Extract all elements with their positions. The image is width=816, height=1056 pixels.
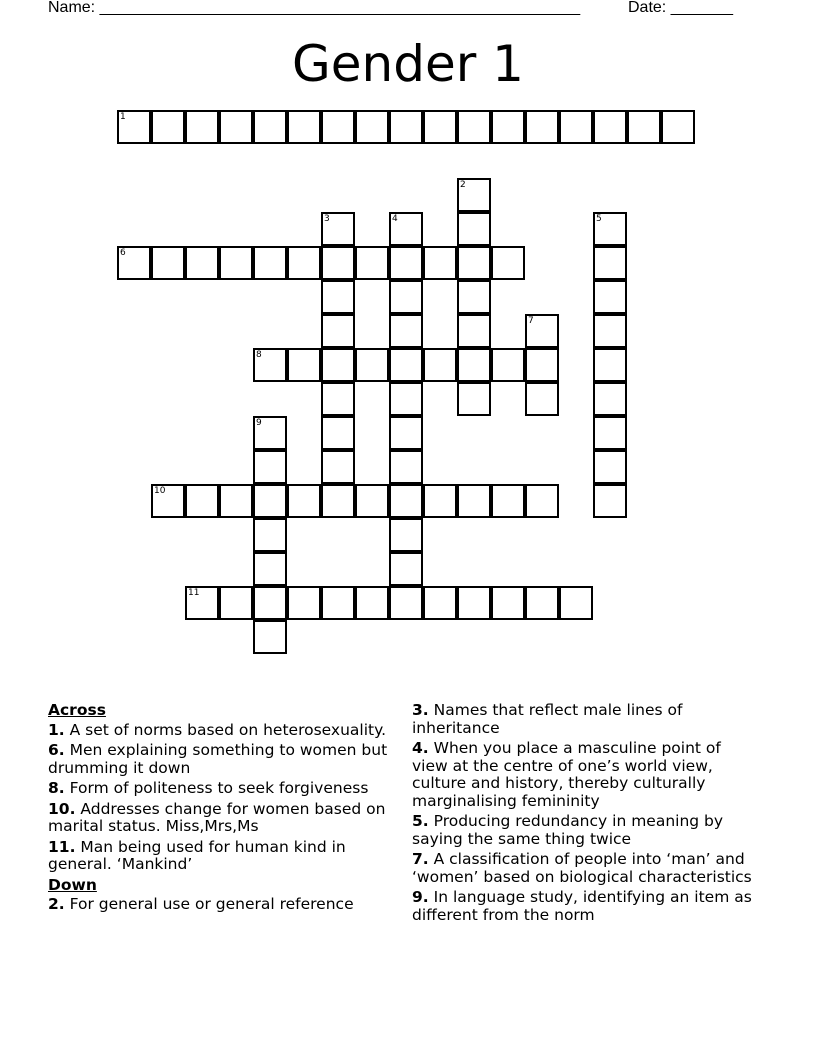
clue-down-7: 7. A classification of people into ‘man’ and ‘women’ based on biological characteristics bbox=[412, 850, 752, 886]
grid-cell[interactable] bbox=[457, 212, 491, 246]
clue-number-label: 9 bbox=[256, 418, 262, 428]
clue-number-label: 4 bbox=[392, 214, 398, 224]
grid-cell[interactable] bbox=[593, 110, 627, 144]
grid-cell[interactable] bbox=[253, 348, 287, 382]
grid-cell[interactable] bbox=[117, 246, 151, 280]
grid-cell[interactable] bbox=[321, 450, 355, 484]
grid-cell[interactable] bbox=[389, 110, 423, 144]
grid-cell[interactable] bbox=[423, 110, 457, 144]
clues-column-right bbox=[412, 702, 757, 927]
grid-cell[interactable] bbox=[389, 518, 423, 552]
grid-cell[interactable] bbox=[593, 382, 627, 416]
grid-cell[interactable] bbox=[593, 212, 627, 246]
grid-cell[interactable] bbox=[185, 586, 219, 620]
clue-down-2: 2. For general use or general reference bbox=[48, 895, 354, 913]
clue-number-label: 8 bbox=[256, 350, 262, 360]
grid-cell[interactable] bbox=[491, 348, 525, 382]
grid-cell[interactable] bbox=[389, 382, 423, 416]
clue-number-label: 1 bbox=[120, 112, 126, 122]
grid-cell[interactable] bbox=[525, 484, 559, 518]
grid-cell[interactable] bbox=[525, 348, 559, 382]
grid-cell[interactable] bbox=[321, 110, 355, 144]
grid-cell[interactable] bbox=[389, 416, 423, 450]
grid-cell[interactable] bbox=[253, 110, 287, 144]
grid-cell[interactable] bbox=[253, 450, 287, 484]
grid-cell[interactable] bbox=[253, 586, 287, 620]
clue-across-6: 6. Men explaining something to women but drumming it down bbox=[48, 741, 388, 777]
grid-cell[interactable] bbox=[287, 586, 321, 620]
clues-column-left bbox=[48, 702, 400, 917]
grid-cell[interactable] bbox=[661, 110, 695, 144]
grid-cell[interactable] bbox=[593, 314, 627, 348]
clue-number-label: 7 bbox=[528, 316, 534, 326]
grid-cell[interactable] bbox=[593, 348, 627, 382]
grid-cell[interactable] bbox=[185, 110, 219, 144]
grid-cell[interactable] bbox=[593, 416, 627, 450]
clue-down-4: 4. When you place a masculine point of view at the centre of one’s world view, culture and history, thereby culturally marginalising femininity bbox=[412, 739, 721, 810]
grid-cell[interactable] bbox=[355, 586, 389, 620]
grid-cell[interactable] bbox=[457, 314, 491, 348]
grid-cell[interactable] bbox=[593, 280, 627, 314]
clue-number-label: 3 bbox=[324, 214, 330, 224]
grid-cell[interactable] bbox=[559, 110, 593, 144]
grid-cell[interactable] bbox=[525, 586, 559, 620]
grid-cell[interactable] bbox=[491, 110, 525, 144]
clue-number-label: 6 bbox=[120, 248, 126, 258]
grid-cell[interactable] bbox=[389, 280, 423, 314]
grid-cell[interactable] bbox=[321, 484, 355, 518]
grid-cell[interactable] bbox=[525, 110, 559, 144]
grid-cell[interactable] bbox=[253, 518, 287, 552]
clue-across-8: 8. Form of politeness to seek forgiveness bbox=[48, 779, 369, 797]
grid-cell[interactable] bbox=[423, 586, 457, 620]
date-field-label: Date: _______ bbox=[628, 0, 733, 16]
grid-cell[interactable] bbox=[219, 110, 253, 144]
grid-cell[interactable] bbox=[389, 348, 423, 382]
grid-cell[interactable] bbox=[389, 314, 423, 348]
grid-cell[interactable] bbox=[525, 382, 559, 416]
grid-cell[interactable] bbox=[321, 382, 355, 416]
grid-cell[interactable] bbox=[287, 110, 321, 144]
grid-cell[interactable] bbox=[321, 212, 355, 246]
grid-cell[interactable] bbox=[457, 110, 491, 144]
grid-cell[interactable] bbox=[389, 552, 423, 586]
grid-cell[interactable] bbox=[185, 484, 219, 518]
page-title: Gender 1 bbox=[292, 35, 524, 93]
grid-cell[interactable] bbox=[457, 280, 491, 314]
grid-cell[interactable] bbox=[423, 246, 457, 280]
grid-cell[interactable] bbox=[287, 246, 321, 280]
grid-cell[interactable] bbox=[457, 586, 491, 620]
grid-cell[interactable] bbox=[491, 484, 525, 518]
clue-down-3: 3. Names that reflect male lines of inheritance bbox=[412, 701, 683, 737]
grid-cell[interactable] bbox=[253, 246, 287, 280]
grid-cell[interactable] bbox=[457, 178, 491, 212]
grid-cell[interactable] bbox=[321, 314, 355, 348]
grid-cell[interactable] bbox=[185, 246, 219, 280]
grid-cell[interactable] bbox=[457, 246, 491, 280]
grid-cell[interactable] bbox=[253, 416, 287, 450]
grid-cell[interactable] bbox=[627, 110, 661, 144]
grid-cell[interactable] bbox=[491, 246, 525, 280]
grid-cell[interactable] bbox=[321, 348, 355, 382]
name-field-label: Name: ______________________________________________________ bbox=[48, 0, 581, 16]
grid-cell[interactable] bbox=[151, 246, 185, 280]
clue-down-9: 9. In language study, identifying an item as different from the norm bbox=[412, 888, 752, 924]
grid-cell[interactable] bbox=[117, 110, 151, 144]
clue-number-label: 11 bbox=[188, 588, 200, 598]
grid-cell[interactable] bbox=[151, 110, 185, 144]
grid-cell[interactable] bbox=[559, 586, 593, 620]
clue-across-1: 1. A set of norms based on heterosexuality. bbox=[48, 720, 386, 739]
grid-cell[interactable] bbox=[457, 348, 491, 382]
grid-cell[interactable] bbox=[287, 348, 321, 382]
grid-cell[interactable] bbox=[253, 620, 287, 654]
grid-cell[interactable] bbox=[593, 450, 627, 484]
clue-number-label: 2 bbox=[460, 180, 466, 190]
grid-cell[interactable] bbox=[355, 110, 389, 144]
grid-cell[interactable] bbox=[219, 246, 253, 280]
across-heading: Across bbox=[48, 701, 106, 719]
grid-cell[interactable] bbox=[355, 484, 389, 518]
grid-cell[interactable] bbox=[321, 416, 355, 450]
clue-across-10: 10. Addresses change for women based on marital status. Miss,Mrs,Ms bbox=[48, 799, 386, 835]
grid-cell[interactable] bbox=[389, 212, 423, 246]
grid-cell[interactable] bbox=[389, 586, 423, 620]
grid-cell[interactable] bbox=[321, 586, 355, 620]
grid-cell[interactable] bbox=[525, 314, 559, 348]
grid-cell[interactable] bbox=[321, 280, 355, 314]
grid-cell[interactable] bbox=[253, 552, 287, 586]
grid-cell[interactable] bbox=[389, 246, 423, 280]
grid-cell[interactable] bbox=[389, 450, 423, 484]
grid-cell[interactable] bbox=[355, 348, 389, 382]
grid-cell[interactable] bbox=[423, 484, 457, 518]
grid-cell[interactable] bbox=[287, 484, 321, 518]
grid-cell[interactable] bbox=[491, 586, 525, 620]
grid-cell[interactable] bbox=[423, 348, 457, 382]
grid-cell[interactable] bbox=[593, 484, 627, 518]
down-heading: Down bbox=[48, 875, 97, 894]
clue-down-5: 5. Producing redundancy in meaning by saying the same thing twice bbox=[412, 812, 724, 848]
grid-cell[interactable] bbox=[219, 484, 253, 518]
clue-number-label: 5 bbox=[596, 214, 602, 224]
grid-cell[interactable] bbox=[321, 246, 355, 280]
grid-cell[interactable] bbox=[355, 246, 389, 280]
grid-cell[interactable] bbox=[593, 246, 627, 280]
grid-cell[interactable] bbox=[219, 586, 253, 620]
grid-cell[interactable] bbox=[457, 382, 491, 416]
grid-cell[interactable] bbox=[151, 484, 185, 518]
grid-cell[interactable] bbox=[389, 484, 423, 518]
grid-cell[interactable] bbox=[253, 484, 287, 518]
grid-cell[interactable] bbox=[457, 484, 491, 518]
clue-number-label: 10 bbox=[154, 486, 166, 496]
clue-across-11: 11. Man being used for human kind in general. ‘Mankind’ bbox=[48, 837, 346, 873]
